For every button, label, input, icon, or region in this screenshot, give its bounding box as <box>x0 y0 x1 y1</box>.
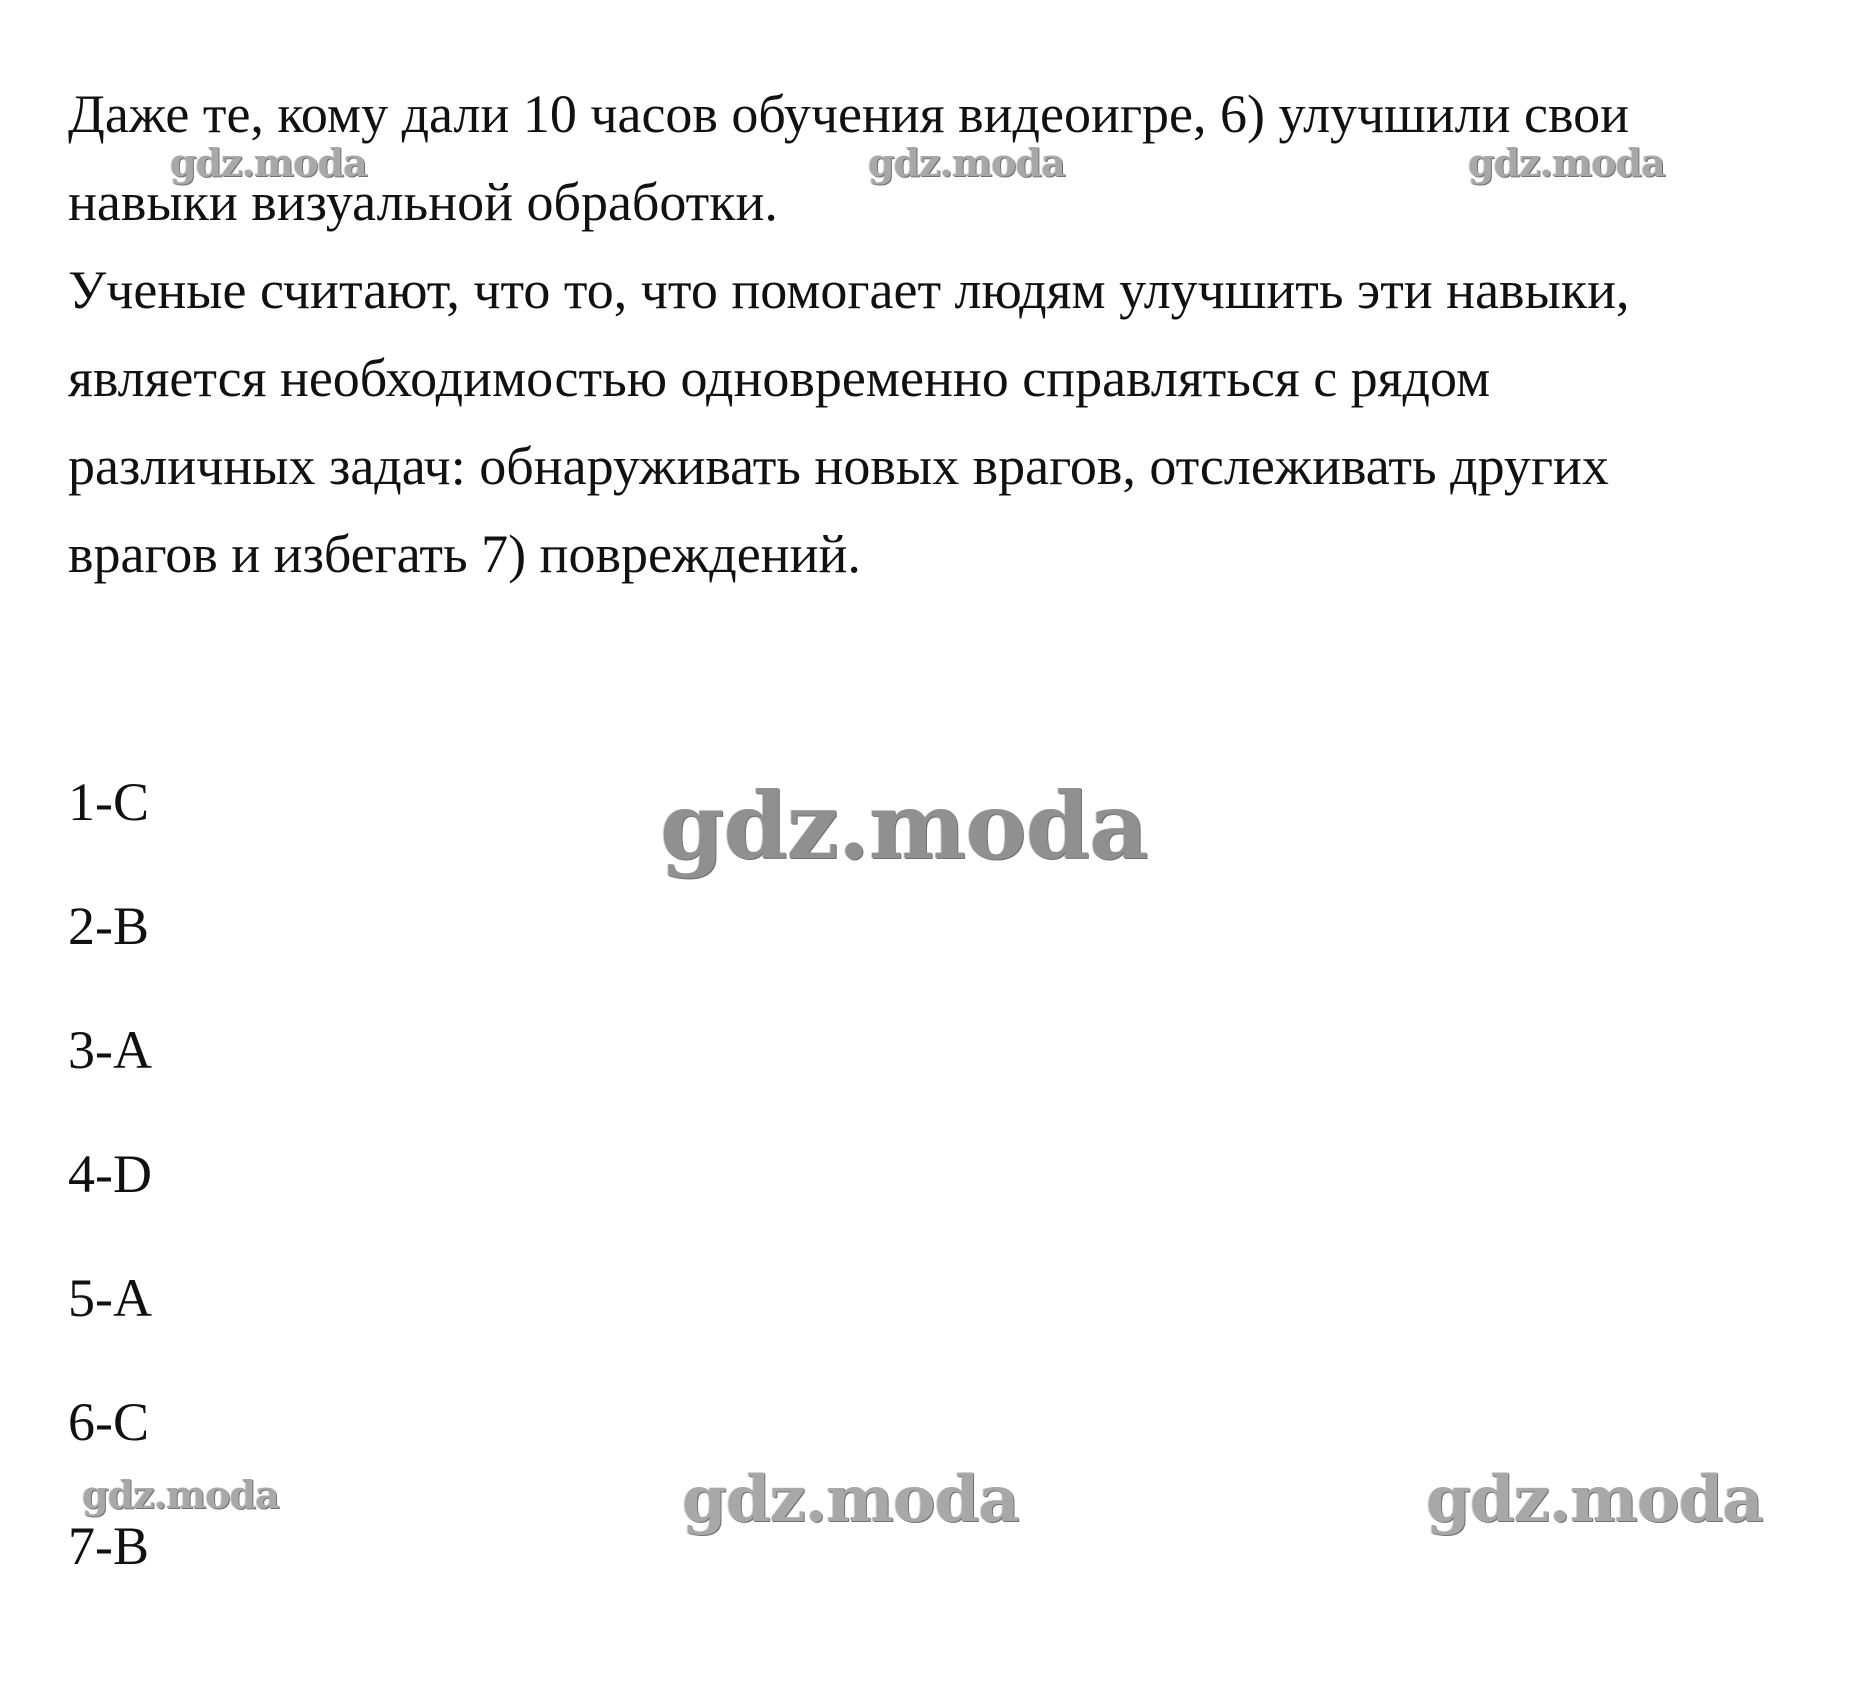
answer-list <box>68 758 152 1626</box>
answer-item-6: 6-C <box>68 1392 149 1452</box>
watermark: gdz.moda <box>1426 1462 1763 1537</box>
answer-item-5: 5-A <box>68 1268 152 1328</box>
watermark: gdz.moda <box>660 772 1148 880</box>
text-paragraph-2: Ученые считают, что то, что помогает людям улучшить эти навыки, является необходимостью одновременно справляться с рядом различных задач: обнаруживать новых врагов, отслеживать других врагов и избегать 7) повреждений. <box>68 260 1630 584</box>
watermark: gdz.moda <box>682 1462 1019 1537</box>
answer-item-4: 4-D <box>68 1144 152 1204</box>
answer-item-3: 3-A <box>68 1020 152 1080</box>
watermark: gdz.moda <box>82 1472 279 1517</box>
text-paragraph-1: Даже те, кому дали 10 часов обучения видеоигре, 6) улучшили свои навыки визуальной обработки. <box>68 84 1629 232</box>
answer-item-1: 1-C <box>68 772 149 832</box>
watermark: gdz.moda <box>170 140 367 185</box>
answer-item-2: 2-B <box>68 896 149 956</box>
answer-item-7: 7-B <box>68 1516 149 1576</box>
watermark: gdz.moda <box>1468 140 1665 185</box>
watermark: gdz.moda <box>868 140 1065 185</box>
